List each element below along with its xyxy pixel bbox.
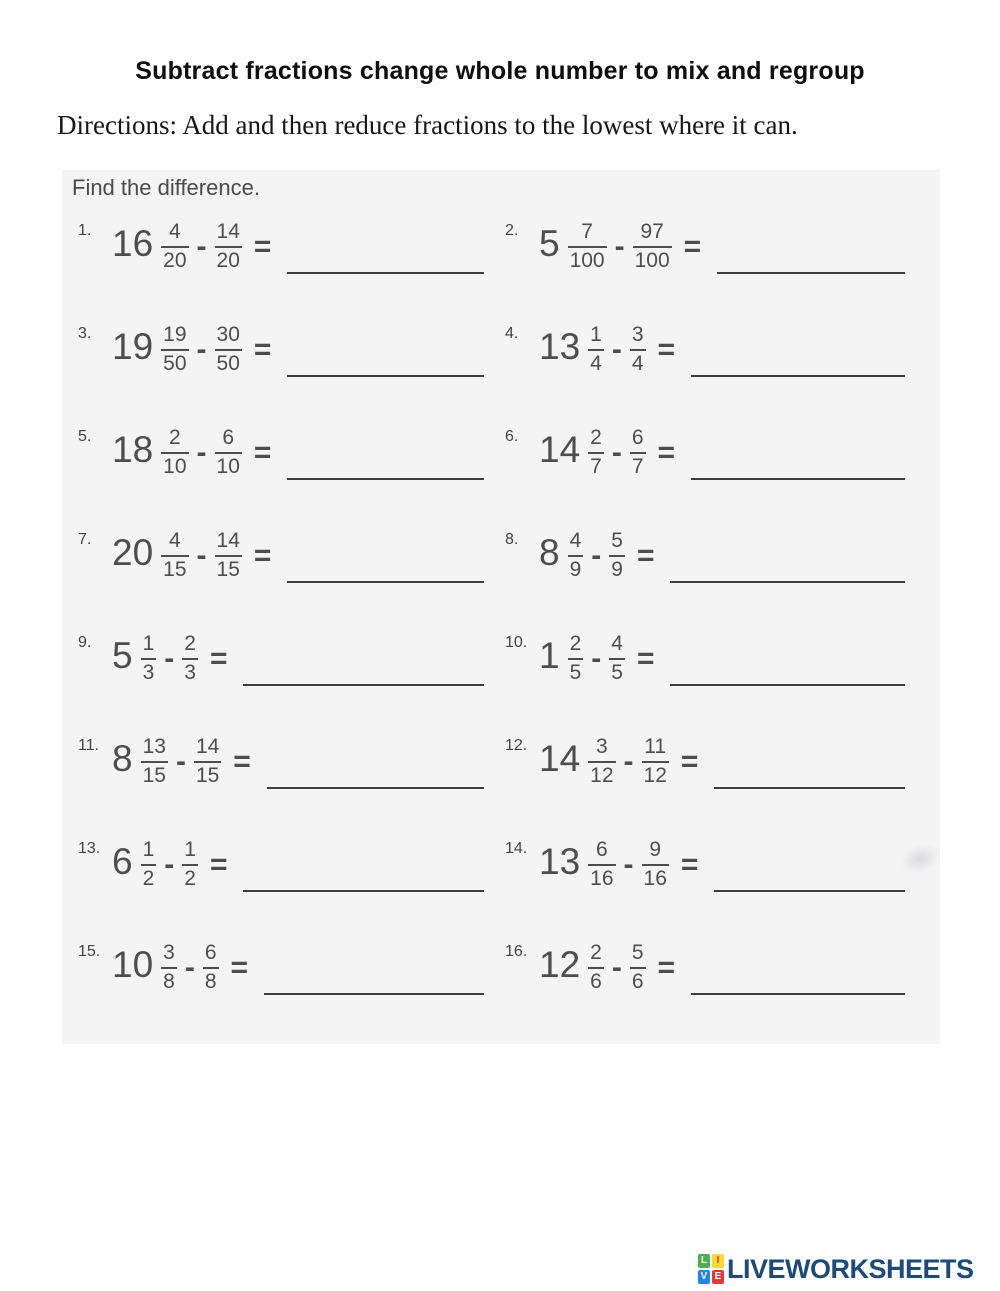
fraction-bar	[588, 452, 604, 454]
numerator: 5	[631, 941, 644, 965]
problem-8	[503, 504, 940, 607]
denominator: 7	[590, 454, 602, 478]
problem-number: 6.	[505, 428, 519, 445]
problem-11	[62, 710, 503, 813]
problem-10	[503, 607, 940, 710]
fraction-subtrahend	[609, 633, 625, 683]
fraction-minuend	[588, 942, 604, 992]
problem-expression	[112, 221, 271, 271]
directions-text: Directions: Add and then reduce fractions to the lowest where it can.	[57, 110, 798, 140]
fraction-bar	[141, 658, 157, 660]
fraction-minuend	[161, 427, 188, 477]
problem-12	[503, 710, 940, 813]
fraction-subtrahend	[194, 736, 221, 786]
denominator: 15	[216, 557, 240, 581]
minus-sign: -	[175, 744, 186, 778]
logo-square-v: V	[698, 1270, 710, 1284]
fraction-bar	[568, 555, 584, 557]
problem-number: 9.	[78, 634, 92, 651]
denominator: 9	[569, 557, 582, 581]
problem-14	[503, 813, 940, 916]
minus-sign: -	[196, 435, 207, 469]
whole-number: 8	[112, 738, 133, 779]
liveworksheets-logo[interactable]	[698, 1250, 974, 1288]
denominator: 100	[569, 248, 605, 272]
fraction-subtrahend	[633, 221, 672, 271]
whole-number: 12	[539, 944, 581, 985]
equals-sign: =	[680, 847, 699, 881]
numerator: 1	[142, 838, 155, 862]
equals-sign: =	[657, 950, 676, 984]
equals-sign: =	[657, 332, 676, 366]
answer-line[interactable]	[287, 581, 484, 583]
numerator: 6	[204, 941, 217, 965]
problem-expression	[112, 839, 227, 889]
fraction-bar	[215, 452, 242, 454]
denominator: 4	[590, 351, 602, 375]
fraction-subtrahend	[203, 942, 219, 992]
whole-number: 10	[112, 944, 154, 985]
fraction-bar	[588, 864, 615, 866]
problem-expression	[539, 324, 675, 374]
fraction-bar	[642, 761, 669, 763]
denominator: 10	[216, 454, 240, 478]
fraction-bar	[161, 452, 188, 454]
answer-line[interactable]	[670, 684, 905, 686]
problem-expression	[539, 633, 654, 683]
answer-line[interactable]	[243, 684, 484, 686]
numerator: 2	[590, 941, 602, 965]
problem-number: 7.	[78, 531, 92, 548]
answer-line[interactable]	[243, 890, 484, 892]
fraction-subtrahend	[215, 324, 242, 374]
problem-13	[62, 813, 503, 916]
numerator: 7	[581, 220, 593, 244]
logo-square-e: E	[712, 1270, 724, 1284]
problem-expression	[112, 324, 271, 374]
fraction-bar	[161, 555, 188, 557]
problem-3	[62, 298, 503, 401]
equals-sign: =	[636, 641, 655, 675]
answer-line[interactable]	[287, 375, 484, 377]
denominator: 15	[142, 763, 166, 787]
numerator: 1	[184, 838, 196, 862]
fraction-bar	[215, 555, 242, 557]
numerator: 4	[569, 529, 582, 553]
fraction-subtrahend	[609, 530, 625, 580]
fraction-bar	[568, 658, 584, 660]
problem-16	[503, 916, 940, 1019]
numerator: 6	[631, 426, 644, 450]
liveworksheets-logo-text: LIVEWORKSHEETS	[727, 1253, 974, 1284]
fraction-subtrahend	[630, 942, 646, 992]
answer-line[interactable]	[691, 993, 905, 995]
fraction-minuend	[161, 942, 177, 992]
minus-sign: -	[184, 950, 195, 984]
problem-number: 16.	[505, 943, 528, 960]
minus-sign: -	[196, 332, 207, 366]
numerator: 13	[142, 735, 166, 759]
denominator: 20	[216, 248, 240, 272]
fraction-bar	[630, 452, 646, 454]
fraction-bar	[161, 246, 188, 248]
minus-sign: -	[164, 847, 175, 881]
problem-expression	[539, 530, 654, 580]
problem-7	[62, 504, 503, 607]
fraction-minuend	[161, 530, 188, 580]
numerator: 4	[168, 220, 181, 244]
fraction-bar	[630, 349, 646, 351]
denominator: 100	[634, 248, 670, 272]
fraction-bar	[161, 349, 188, 351]
whole-number: 16	[112, 223, 154, 264]
numerator: 97	[640, 220, 664, 244]
fraction-bar	[633, 246, 672, 248]
fraction-bar	[194, 761, 221, 763]
whole-number: 18	[112, 429, 154, 470]
denominator: 5	[569, 660, 582, 684]
fraction-minuend	[141, 736, 168, 786]
problem-number: 8.	[505, 531, 519, 548]
answer-line[interactable]	[267, 787, 484, 789]
fraction-bar	[203, 967, 219, 969]
denominator: 3	[184, 660, 196, 684]
denominator: 12	[643, 763, 667, 787]
fraction-bar	[588, 761, 615, 763]
fraction-bar	[215, 349, 242, 351]
whole-number: 13	[539, 841, 581, 882]
problem-number: 14.	[505, 840, 528, 857]
answer-line[interactable]	[691, 375, 905, 377]
numerator: 2	[168, 426, 181, 450]
numerator: 9	[649, 838, 662, 862]
fraction-bar	[182, 864, 198, 866]
denominator: 7	[631, 454, 644, 478]
fraction-bar	[588, 349, 604, 351]
minus-sign: -	[614, 229, 625, 263]
numerator: 5	[611, 529, 623, 553]
whole-number: 14	[539, 429, 581, 470]
minus-sign: -	[591, 538, 602, 572]
equals-sign: =	[253, 229, 272, 263]
minus-sign: -	[623, 847, 634, 881]
instruction-text: Find the difference.	[72, 175, 260, 200]
numerator: 14	[195, 735, 220, 759]
problem-expression	[112, 530, 271, 580]
fraction-minuend	[141, 839, 157, 889]
denominator: 16	[590, 866, 614, 890]
problem-number: 2.	[505, 222, 519, 239]
problem-expression	[112, 736, 251, 786]
problem-expression	[112, 942, 248, 992]
fraction-bar	[215, 246, 242, 248]
problem-6	[503, 401, 940, 504]
page-title: Subtract fractions change whole number to mix and regroup	[135, 57, 865, 85]
problem-2	[503, 195, 940, 298]
numerator: 2	[590, 426, 602, 450]
answer-line[interactable]	[714, 890, 905, 892]
denominator: 10	[163, 454, 187, 478]
numerator: 4	[168, 529, 181, 553]
fraction-minuend	[161, 324, 188, 374]
numerator: 6	[222, 426, 235, 450]
fraction-subtrahend	[215, 221, 242, 271]
fraction-subtrahend	[630, 324, 646, 374]
minus-sign: -	[196, 229, 207, 263]
denominator: 6	[631, 969, 644, 993]
numerator: 3	[595, 735, 608, 759]
fraction-minuend	[588, 839, 615, 889]
equals-sign: =	[636, 538, 655, 572]
problem-expression	[112, 633, 227, 683]
minus-sign: -	[623, 744, 634, 778]
denominator: 2	[142, 866, 155, 890]
equals-sign: =	[230, 950, 249, 984]
whole-number: 8	[539, 532, 560, 573]
problem-number: 1.	[78, 222, 92, 239]
equals-sign: =	[233, 744, 251, 778]
equals-sign: =	[209, 641, 228, 675]
fraction-bar	[642, 864, 669, 866]
worksheet-panel	[62, 170, 940, 1044]
problem-number: 4.	[505, 325, 519, 342]
numerator: 3	[163, 941, 175, 965]
problem-number: 5.	[78, 428, 92, 445]
fraction-subtrahend	[215, 530, 242, 580]
fraction-bar	[609, 555, 625, 557]
minus-sign: -	[611, 950, 622, 984]
equals-sign: =	[253, 435, 272, 469]
fraction-minuend	[588, 324, 604, 374]
denominator: 9	[611, 557, 623, 581]
denominator: 15	[163, 557, 187, 581]
numerator: 30	[216, 323, 240, 347]
denominator: 3	[142, 660, 155, 684]
problem-1	[62, 195, 503, 298]
problem-number: 13.	[78, 840, 101, 857]
numerator: 2	[184, 632, 196, 656]
fraction-minuend	[588, 736, 615, 786]
problem-number: 11.	[78, 737, 100, 754]
equals-sign: =	[657, 435, 676, 469]
fraction-bar	[161, 967, 177, 969]
minus-sign: -	[591, 641, 602, 675]
denominator: 8	[163, 969, 175, 993]
numerator: 14	[216, 529, 240, 553]
problem-number: 12.	[505, 737, 528, 754]
fraction-bar	[568, 246, 607, 248]
denominator: 15	[195, 763, 220, 787]
whole-number: 1	[539, 635, 560, 676]
denominator: 6	[590, 969, 602, 993]
problem-number: 10.	[505, 634, 528, 651]
logo-square-i: I	[712, 1254, 724, 1268]
numerator: 4	[611, 632, 623, 656]
whole-number: 5	[539, 223, 560, 264]
minus-sign: -	[164, 641, 175, 675]
denominator: 50	[216, 351, 240, 375]
problems-grid	[62, 195, 940, 1019]
denominator: 2	[184, 866, 196, 890]
problem-expression	[112, 427, 271, 477]
numerator: 1	[590, 323, 602, 347]
answer-line[interactable]	[670, 581, 905, 583]
minus-sign: -	[611, 332, 622, 366]
denominator: 12	[590, 763, 614, 787]
problem-expression	[539, 736, 698, 786]
minus-sign: -	[196, 538, 207, 572]
fraction-minuend	[568, 633, 584, 683]
denominator: 5	[611, 660, 623, 684]
problem-9	[62, 607, 503, 710]
denominator: 16	[643, 866, 667, 890]
denominator: 8	[204, 969, 217, 993]
answer-line[interactable]	[717, 272, 905, 274]
whole-number: 14	[539, 738, 581, 779]
numerator: 1	[142, 632, 155, 656]
problem-number: 3.	[78, 325, 92, 342]
fraction-subtrahend	[182, 633, 198, 683]
equals-sign: =	[209, 847, 228, 881]
minus-sign: -	[611, 435, 622, 469]
equals-sign: =	[253, 538, 272, 572]
problem-expression	[539, 427, 675, 477]
fraction-bar	[141, 761, 168, 763]
answer-line[interactable]	[264, 993, 484, 995]
problem-expression	[539, 221, 701, 271]
fraction-subtrahend	[642, 839, 669, 889]
numerator: 3	[631, 323, 644, 347]
whole-number: 13	[539, 326, 581, 367]
equals-sign: =	[253, 332, 272, 366]
numerator: 14	[216, 220, 240, 244]
fraction-bar	[588, 967, 604, 969]
whole-number: 19	[112, 326, 154, 367]
answer-line[interactable]	[691, 478, 905, 480]
fraction-minuend	[161, 221, 188, 271]
answer-line[interactable]	[287, 478, 484, 480]
whole-number: 6	[112, 841, 133, 882]
fraction-bar	[141, 864, 157, 866]
problem-number: 15.	[78, 943, 101, 960]
whole-number: 5	[112, 635, 133, 676]
equals-sign: =	[680, 744, 699, 778]
fraction-bar	[609, 658, 625, 660]
fraction-subtrahend	[630, 427, 646, 477]
numerator: 6	[595, 838, 608, 862]
problem-4	[503, 298, 940, 401]
answer-line[interactable]	[714, 787, 905, 789]
numerator: 11	[644, 735, 667, 759]
fraction-minuend	[568, 221, 607, 271]
liveworksheets-logo-icon	[698, 1254, 724, 1284]
fraction-subtrahend	[642, 736, 669, 786]
whole-number: 20	[112, 532, 154, 573]
fraction-bar	[182, 658, 198, 660]
fraction-bar	[630, 967, 646, 969]
numerator: 19	[163, 323, 187, 347]
numerator: 2	[569, 632, 582, 656]
fraction-minuend	[588, 427, 604, 477]
problem-expression	[539, 839, 698, 889]
denominator: 4	[631, 351, 644, 375]
problem-15	[62, 916, 503, 1019]
equals-sign: =	[683, 229, 702, 263]
fraction-minuend	[141, 633, 157, 683]
denominator: 20	[163, 248, 187, 272]
problem-5	[62, 401, 503, 504]
answer-line[interactable]	[287, 272, 484, 274]
problem-expression	[539, 942, 675, 992]
fraction-subtrahend	[215, 427, 242, 477]
denominator: 50	[163, 351, 187, 375]
logo-square-l: L	[698, 1254, 710, 1268]
fraction-subtrahend	[182, 839, 198, 889]
fraction-minuend	[568, 530, 584, 580]
